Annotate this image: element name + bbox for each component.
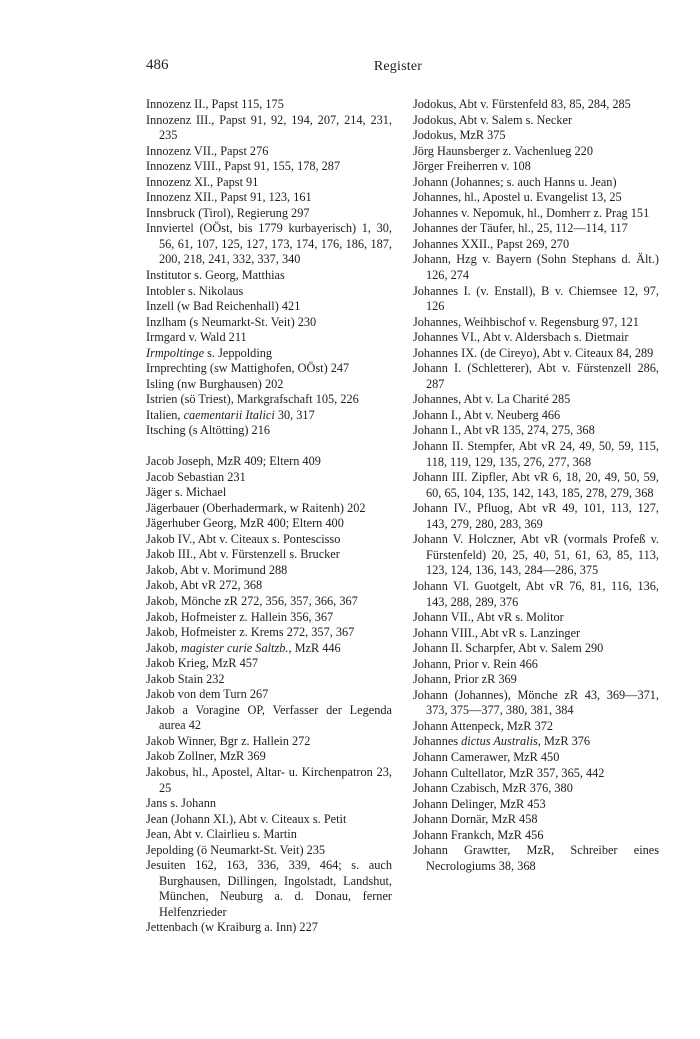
index-entry: Johannes, Weihbischof v. Regensburg 97, 121 bbox=[413, 314, 639, 329]
index-entry: Jakob III., Abt v. Fürstenzell s. Brucker bbox=[146, 547, 340, 562]
index-entry: Institutor s. Georg, Matthias bbox=[146, 268, 285, 283]
index-entry: Johannes der Täufer, hl., 25, 112—114, 117 bbox=[413, 221, 628, 236]
index-entry: Johannes I. (v. Enstall), B v. Chiemsee 12, 97, 126 bbox=[413, 283, 659, 314]
index-entry: Inzell (w Bad Reichenhall) 421 bbox=[146, 299, 301, 314]
index-entry: Jean, Abt v. Clairlieu s. Martin bbox=[146, 827, 297, 842]
index-entry: Jakob, Mönche zR 272, 356, 357, 366, 367 bbox=[146, 593, 358, 608]
index-entry: Johann VI. Guotgelt, Abt vR 76, 81, 116, 136, 143, 288, 289, 376 bbox=[413, 578, 659, 609]
index-entry: Jakobus, hl., Apostel, Altar- u. Kirchenpatron 23, 25 bbox=[146, 764, 392, 795]
index-entry: Innozenz II., Papst 115, 175 bbox=[146, 97, 284, 111]
section-gap bbox=[146, 439, 392, 454]
index-entry: Johann II. Scharpfer, Abt v. Salem 290 bbox=[413, 641, 604, 656]
index-entry: Johann Dornär, MzR 458 bbox=[413, 812, 538, 827]
index-entry: Johannes, hl., Apostel u. Evangelist 13, 25 bbox=[413, 190, 622, 205]
index-entry: Innozenz III., Papst 91, 92, 194, 207, 214, 231, 235 bbox=[146, 112, 392, 143]
index-entry: Johannes, Abt v. La Charité 285 bbox=[413, 392, 571, 407]
index-entry: Jakob Stain 232 bbox=[146, 671, 225, 686]
index-entry: Johann II. Stempfer, Abt vR 24, 49, 50, 59, 115, 118, 119, 129, 135, 276, 277, 368 bbox=[413, 439, 659, 469]
index-entry: Jans s. Johann bbox=[146, 796, 217, 811]
index-entry: Jodokus, Abt v. Salem s. Necker bbox=[413, 112, 573, 127]
index-entry: Jakob, Abt v. Morimund 288 bbox=[146, 562, 288, 577]
index-entry: Johannes dictus Australis, MzR 376 bbox=[413, 734, 591, 749]
index-entry: Johann Camerawer, MzR 450 bbox=[413, 749, 560, 764]
index-entry: Jean (Johann XI.), Abt v. Citeaux s. Petit bbox=[146, 811, 347, 826]
index-entry: Jakob Winner, Bgr z. Hallein 272 bbox=[146, 733, 311, 748]
index-entry: Innozenz VII., Papst 276 bbox=[146, 143, 269, 158]
index-entry: Innsbruck (Tirol), Regierung 297 bbox=[146, 205, 310, 220]
index-entry: Jesuiten 162, 163, 336, 339, 464; s. auch Burghausen, Dillingen, Ingolstadt, Landshut, München, Neuburg a. d. Donau, ferner Helfenzrieder bbox=[146, 858, 392, 919]
index-entry: Jettenbach (w Kraiburg a. Inn) 227 bbox=[146, 920, 318, 935]
index-entry: Johann, Prior zR 369 bbox=[413, 672, 517, 687]
index-entry: Johann (Johannes), Mönche zR 43, 369—371, 373, 375—377, 380, 381, 384 bbox=[413, 687, 659, 718]
index-entry: Johannes XXII., Papst 269, 270 bbox=[413, 236, 570, 251]
index-entry: Johann I., Abt vR 135, 274, 275, 368 bbox=[413, 423, 595, 438]
index-entry: Jakob a Voragine OP, Verfasser der Legenda aurea 42 bbox=[146, 702, 392, 733]
index-entry: Jägerbauer (Oberhadermark, w Raitenh) 202 bbox=[146, 500, 366, 515]
index-entry: Jakob, Hofmeister z. Hallein 356, 367 bbox=[146, 609, 334, 624]
index-entry: Irmgard v. Wald 211 bbox=[146, 330, 247, 345]
index-entry: Jakob Krieg, MzR 457 bbox=[146, 656, 259, 671]
index-entry: Irnprechting (sw Mattighofen, OÖst) 247 bbox=[146, 361, 350, 376]
index-entry: Jägerhuber Georg, MzR 400; Eltern 400 bbox=[146, 516, 344, 531]
index-entry: Johann, Prior v. Rein 466 bbox=[413, 656, 538, 671]
index-entry: Itsching (s Altötting) 216 bbox=[146, 423, 270, 438]
index-entry: Jäger s. Michael bbox=[146, 485, 227, 500]
index-entry: Johann Frankch, MzR 456 bbox=[413, 827, 544, 842]
index-entry: Inzlham (s Neumarkt-St. Veit) 230 bbox=[146, 314, 317, 329]
index-entry: Johann Attenpeck, MzR 372 bbox=[413, 718, 554, 733]
index-entry: Jepolding (ö Neumarkt-St. Veit) 235 bbox=[146, 842, 326, 857]
index-entry: Innozenz VIII., Papst 91, 155, 178, 287 bbox=[146, 159, 341, 174]
index-entry: Johann Czabisch, MzR 376, 380 bbox=[413, 781, 573, 796]
index-entry: Johann Delinger, MzR 453 bbox=[413, 796, 546, 811]
index-column-right bbox=[413, 97, 659, 874]
running-head: Register bbox=[373, 59, 423, 74]
index-entry: Johann Cultellator, MzR 357, 365, 442 bbox=[413, 765, 605, 780]
index-entry: Istrien (sö Triest), Markgrafschaft 105, 226 bbox=[146, 392, 359, 407]
index-entry: Johann I., Abt v. Neuberg 466 bbox=[413, 407, 561, 422]
index-entry: Jakob, Abt vR 272, 368 bbox=[146, 578, 263, 593]
index-entry: Johannes v. Nepomuk, hl., Domherr z. Prag 151 bbox=[413, 205, 650, 220]
index-entry: Johannes VI., Abt v. Aldersbach s. Dietmair bbox=[413, 330, 629, 345]
index-entry: Innozenz XII., Papst 91, 123, 161 bbox=[146, 190, 312, 205]
index-entry: Johann IV., Pfluog, Abt vR 49, 101, 113, 127, 143, 279, 280, 283, 369 bbox=[413, 501, 659, 531]
index-entry: Jacob Joseph, MzR 409; Eltern 409 bbox=[146, 454, 321, 469]
index-entry: Jodokus, Abt v. Fürstenfeld 83, 85, 284, 285 bbox=[413, 97, 631, 111]
index-entry: Johann I. (Schletterer), Abt v. Fürstenzell 286, 287 bbox=[413, 361, 659, 391]
index-entry: Johann VII., Abt vR s. Molitor bbox=[413, 610, 564, 625]
index-entry: Jakob von dem Turn 267 bbox=[146, 687, 269, 702]
index-entry: Jörg Haunsberger z. Vachenlueg 220 bbox=[413, 143, 593, 158]
index-entry: Intobler s. Nikolaus bbox=[146, 283, 244, 298]
index-entry: Jakob, Hofmeister z. Krems 272, 357, 367 bbox=[146, 625, 355, 640]
index-entry: Jakob Zollner, MzR 369 bbox=[146, 749, 266, 764]
index-entry: Jakob, magister curie Saltzb., MzR 446 bbox=[146, 640, 341, 655]
index-entry: Jacob Sebastian 231 bbox=[146, 469, 246, 484]
index-entry: Irmpoltinge s. Jeppolding bbox=[146, 345, 273, 360]
index-entry: Isling (nw Burghausen) 202 bbox=[146, 376, 284, 391]
index-entry: Jörger Freiherren v. 108 bbox=[413, 159, 531, 174]
index-entry: Innviertel (OÖst, bis 1779 kurbayerisch) 1, 30, 56, 61, 107, 125, 127, 173, 174, 176, 186, 187, 200, 218, 241, 332, 337, 340 bbox=[146, 221, 392, 267]
index-column-left bbox=[146, 97, 392, 936]
index-entry: Johann Grawtter, MzR, Schreiber eines Necrologiums 38, 368 bbox=[413, 843, 659, 873]
index-entry: Johann V. Holczner, Abt vR (vormals Profeß v. Fürstenfeld) 20, 25, 40, 51, 61, 63, 85, 113, 123, 124, 136, 143, 284—286, 375 bbox=[413, 532, 659, 578]
page-number: 486 bbox=[146, 57, 169, 73]
index-entry: Johann, Hzg v. Bayern (Sohn Stephans d. Ält.) 126, 274 bbox=[413, 252, 659, 283]
index-entry: Jodokus, MzR 375 bbox=[413, 128, 506, 143]
index-entry: Italien, caementarii Italici 30, 317 bbox=[146, 407, 315, 422]
index-entry: Johann (Johannes; s. auch Hanns u. Jean) bbox=[413, 174, 617, 189]
index-entry: Johann VIII., Abt vR s. Lanzinger bbox=[413, 625, 581, 640]
index-entry: Johann III. Zipfler, Abt vR 6, 18, 20, 49, 50, 59, 60, 65, 104, 135, 142, 143, 185, 278, 279, 368 bbox=[413, 470, 659, 500]
index-entry: Jakob IV., Abt v. Citeaux s. Pontescisso bbox=[146, 531, 341, 546]
index-entry: Innozenz XI., Papst 91 bbox=[146, 174, 259, 189]
index-entry: Johannes IX. (de Cireyo), Abt v. Citeaux 84, 289 bbox=[413, 345, 654, 360]
